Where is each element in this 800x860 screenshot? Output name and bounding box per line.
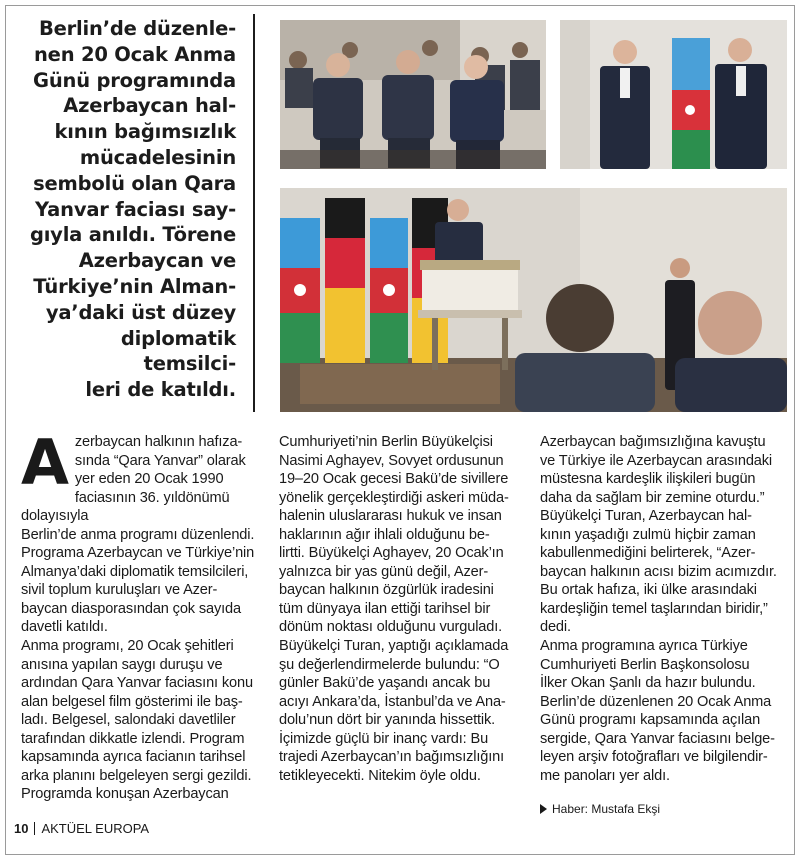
news-credit <box>540 802 660 816</box>
article-column-2 <box>279 433 524 785</box>
article-line: sergide, Qara Yanvar faciasını belge- <box>540 730 775 747</box>
lead-line: leri de katıldı. <box>85 378 236 402</box>
article-line: trajedi Azerbaycan’ın bağımsızlığını <box>279 749 504 766</box>
lead-line: gıyla anıldı. Törene <box>29 223 236 247</box>
article-line: Bu ortak hafıza, iki ülke arasındaki <box>540 582 757 599</box>
article-line: arka planını belgeleyen sergi gezildi. <box>21 767 252 784</box>
lead-line: Türkiye’nin Alman- <box>33 274 236 298</box>
magazine-name: AKTÜEL EUROPA <box>41 821 150 836</box>
article-line: Anma programına ayrıca Türkiye <box>540 638 748 655</box>
lead-line: sembolü olan Qara <box>33 171 236 195</box>
officials-with-flags-photo <box>560 20 787 169</box>
article-line: kapsamında ayrıca facianın tarihsel <box>21 749 246 766</box>
article-line: baycan halkının özgürlük iradesini <box>279 582 494 599</box>
lead-line: nen 20 Ocak Anma <box>33 42 236 66</box>
article-line: alan belgesel film gösterimi ile baş- <box>21 693 243 710</box>
article-line: leyen arşiv fotoğrafları ve bilgilendir- <box>540 749 768 766</box>
lead-paragraph <box>22 16 236 403</box>
article-line: davetli katıldı. <box>21 619 108 636</box>
article-line: ardından Qara Yanvar faciasını konu <box>21 675 253 692</box>
article-line: günler Bakü’de yaşandı ancak bu <box>279 675 491 692</box>
page-number: 10 <box>14 821 29 836</box>
lead-line: ya’daki üst düzey <box>45 300 236 324</box>
article-line: kının yaşadığı zulmü hiçbir zaman <box>540 526 756 543</box>
article-line: Azerbaycan bağımsızlığına kavuştu <box>540 434 766 450</box>
article-line: sında “Qara Yanvar” olarak <box>74 452 246 469</box>
article-line: Cumhuriyeti’nin Berlin Büyükelçisi <box>279 434 493 450</box>
article-column-3 <box>540 433 785 785</box>
article-line: Berlin’de düzenlenen 20 Ocak Anma <box>540 693 772 710</box>
article-line: haklarının ağır ihlali olduğunu be- <box>279 526 490 543</box>
article-line: halenin uluslararası hukuk ve insan <box>279 508 502 525</box>
article-line: yer eden 20 Ocak 1990 <box>74 471 224 488</box>
article-line: İçimizde güçlü bir inanç vardı: Bu <box>279 730 489 747</box>
lead-line: diplomatik temsilci- <box>120 326 236 376</box>
article-line: anısına yapılan saygı duruşu ve <box>21 656 223 673</box>
lead-line: Berlin’de düzenle- <box>38 17 236 40</box>
article-line: 19–20 Ocak gecesi Bakü’de sivillere <box>279 471 509 488</box>
lead-line: kının bağımsızlık <box>54 120 236 144</box>
article-line: Büyükelçi Turan, Azerbaycan hal- <box>540 508 752 525</box>
article-line: dolu’nun dört bir yanında hissettik. <box>279 712 496 729</box>
article-line: acıyı Ankara’da, İstanbul’da ve Ana- <box>279 693 506 710</box>
drop-cap: A <box>21 426 69 499</box>
article-line: Berlin’de anma programı düzenlendi. <box>21 526 255 543</box>
article-line: Programda konuşan Azerbaycan <box>21 786 229 803</box>
speaker-at-podium-photo <box>280 188 787 412</box>
article-line: Anma programı, 20 Ocak şehitleri <box>21 638 234 655</box>
lead-line: Yanvar faciası say- <box>35 197 236 221</box>
article-line: yönelik gerçekleştirdiği askeri müda- <box>279 489 509 506</box>
article-line: şu değerlendirmelerde bulundu: “O <box>279 656 500 673</box>
lead-divider <box>253 14 255 412</box>
article-line: dönüm noktası olduğunu vurguladı. <box>279 619 503 636</box>
article-line: zerbaycan halkının hafıza- <box>74 434 243 450</box>
article-line: baycan halkının acısı bizim acımızdır. <box>540 563 777 580</box>
article-line: İlker Okan Şanlı da hazır bulundu. <box>540 675 756 692</box>
article-line: kardeşliğin temel taşlarından biridir,” <box>540 600 768 617</box>
credit-text: Haber: Mustafa Ekşi <box>552 802 661 816</box>
article-line: ve Türkiye ile Azerbaycan arasındaki <box>540 452 773 469</box>
article-line: baycan diasporasından çok sayıda <box>21 600 241 617</box>
article-line: Almanya’daki diplomatik temsilcileri, <box>21 563 249 580</box>
lead-line: Azerbaycan ve <box>78 249 236 273</box>
article-line: Cumhuriyeti Berlin Başkonsolosu <box>540 656 750 673</box>
lead-line: Azerbaycan hal- <box>63 94 236 118</box>
article-line: me panoları yer aldı. <box>540 767 670 784</box>
article-line: ladı. Belgesel, salondaki davetliler <box>21 712 236 729</box>
article-line: yalnızca bir yas günü değil, Azer- <box>279 563 489 580</box>
article-line: faciasının 36. yıldönümü dolayısıyla <box>21 489 230 525</box>
article-line: Büyükelçi Turan, yaptığı açıklamada <box>279 638 509 655</box>
article-line: Günü programı kapsamında açılan <box>540 712 761 729</box>
footer-divider <box>34 822 35 835</box>
lead-line: mücadelesinin <box>79 145 236 169</box>
article-line: sivil toplum kuruluşları ve Azer- <box>21 582 218 599</box>
page-footer <box>14 821 149 836</box>
article-line: Programa Azerbaycan ve Türkiye’nin <box>21 545 255 562</box>
triangle-bullet-icon <box>540 804 547 814</box>
article-line: Nasimi Aghayev, Sovyet ordusunun <box>279 452 504 469</box>
article-line: kabullenmediğini belirterek, “Azer- <box>540 545 756 562</box>
article-line: dedi. <box>540 619 571 636</box>
article-line: müstesna kardeşlik ilişkileri bugün <box>540 471 756 488</box>
article-line: daha da sağlam bir zemine oturdu.” <box>540 489 765 506</box>
audience-photo <box>280 20 546 169</box>
lead-line: Günü programında <box>33 68 236 92</box>
article-line: tüm dünyaya ilan ettiği tarihsel bir <box>279 600 491 617</box>
article-line: tetikleyecekti. Nitekim öyle oldu. <box>279 767 481 784</box>
article-column-1 <box>21 426 266 804</box>
article-line: lirtti. Büyükelçi Aghayev, 20 Ocak’ın <box>279 545 504 562</box>
article-line: tarafından dikkatle izlendi. Program <box>21 730 245 747</box>
